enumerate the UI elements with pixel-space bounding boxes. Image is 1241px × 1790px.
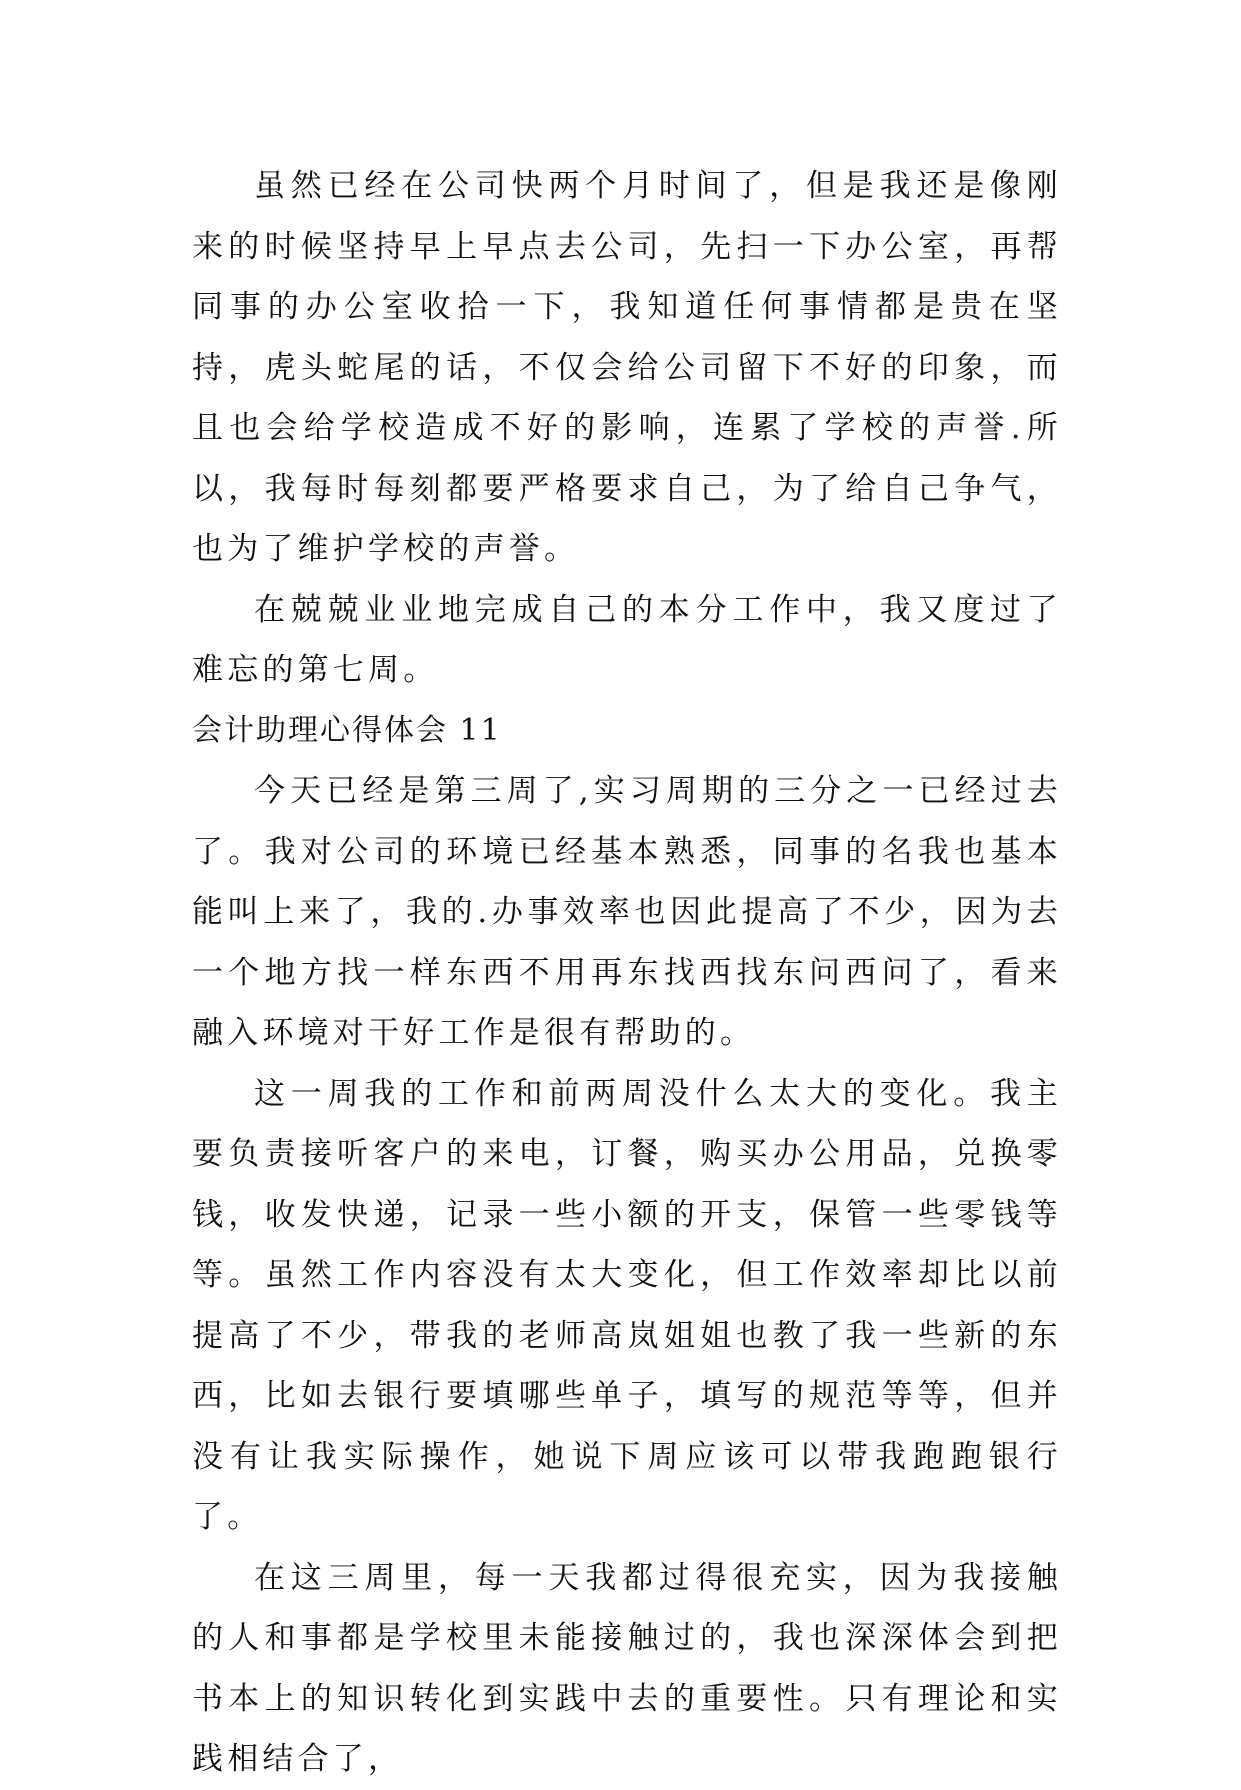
paragraph-diligence: 虽然已经在公司快两个月时间了，但是我还是像刚来的时候坚持早上早点去公司，先扫一下办公室，再帮同事的办公室收拾一下，我知道任何事情都是贵在坚持，虎头蛇尾的话，不仅会给公司留下不好的印象，而且也会给学校造成不好的影响，连累了学校的声誉.所以，我每时每刻都要严格要求自己，为了给自己争气，也为了维护学校的声誉。 bbox=[192, 168, 1062, 567]
paragraph-reflection: 在这三周里，每一天我都过得很充实，因为我接触的人和事都是学校里未能接触过的，我也深深体会到把书本上的知识转化到实践中去的重要性。只有理论和实践相结合了， bbox=[192, 1559, 1062, 1777]
document-body bbox=[192, 156, 1062, 1790]
paragraph-work-duties: 这一周我的工作和前两周没什么太大的变化。我主要负责接听客户的来电，订餐，购买办公用品，兑换零钱，收发快递，记录一些小额的开支，保管一些零钱等等。虽然工作内容没有太大变化，但工作效率却比以前提高了不少，带我的老师高岚姐姐也教了我一些新的东西，比如去银行要填哪些单子，填写的规范等等，但并没有让我实际操作，她说下周应该可以带我跑跑银行了。 bbox=[192, 1075, 1062, 1535]
paragraph-seventh-week: 在兢兢业业地完成自己的本分工作中，我又度过了难忘的第七周。 bbox=[192, 591, 1062, 688]
paragraph-third-week: 今天已经是第三周了,实习周期的三分之一已经过去了。我对公司的环境已经基本熟悉，同事的名我也基本能叫上来了，我的.办事效率也因此提高了不少，因为去一个地方找一样东西不用再东找西找东问西问了，看来融入环境对干好工作是很有帮助的。 bbox=[192, 773, 1062, 1051]
section-heading: 会计助理心得体会 11 bbox=[192, 712, 502, 748]
